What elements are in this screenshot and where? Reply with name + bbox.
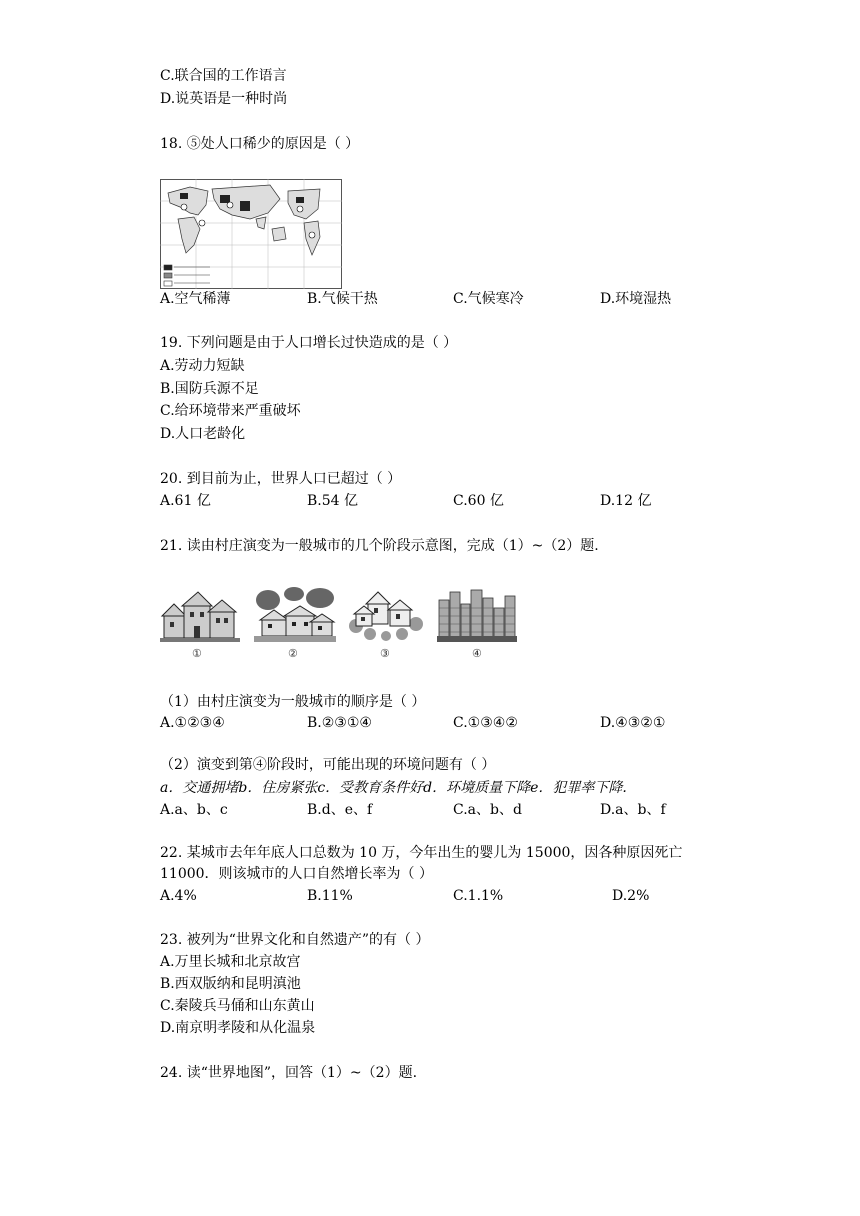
q21-sub1-option-a: A.①②③④	[160, 715, 225, 731]
q20-option-b: B.54 亿	[307, 493, 359, 509]
q21-stem: 21. 读由村庄演变为一般城市的几个阶段示意图，完成（1）~（2）题.	[160, 538, 599, 554]
q21-sub2-stem: （2）演变到第④阶段时，可能出现的环境问题有（ ）	[160, 757, 496, 773]
item-e: e．犯罪率下降.	[530, 780, 627, 796]
q21-sub1-option-c: C.①③④②	[453, 715, 518, 731]
stage-4-caption: ④	[472, 647, 482, 660]
q21-sub1-stem: （1）由村庄演变为一般城市的顺序是（ ）	[160, 694, 426, 710]
q21-sub2-option-c: C.a、b、d	[453, 802, 522, 818]
q23-stem: 23. 被列为“世界文化和自然遗产”的有（ ）	[160, 932, 430, 948]
q20-option-d: D.12 亿	[600, 493, 652, 509]
town-stage-3-image	[348, 586, 424, 642]
q20-option-a: A.61 亿	[160, 493, 211, 509]
q21-sub1-option-b: B.②③①④	[307, 715, 372, 731]
stage-2-caption: ②	[288, 647, 298, 660]
q18-stem: 18. ⑤处人口稀少的原因是（ ）	[160, 136, 360, 152]
q19-option-d: D.人口老龄化	[160, 426, 246, 442]
q22-option-c: C.1.1%	[453, 888, 504, 904]
item-c: c．受教育条件好	[317, 780, 424, 796]
town-stage-2-image	[254, 586, 336, 642]
q18-option-d: D.环境湿热	[600, 291, 672, 307]
q18-option-a: A.空气稀薄	[160, 291, 231, 307]
stage-3-caption: ③	[380, 647, 390, 660]
q19-option-c: C.给环境带来严重破坏	[160, 403, 301, 419]
q23-option-a: A.万里长城和北京故宫	[160, 954, 301, 970]
q23-option-d: D.南京明孝陵和从化温泉	[160, 1020, 316, 1036]
q22-option-a: A.4%	[160, 888, 197, 904]
q22-option-d: D.2%	[612, 888, 650, 904]
q19-stem: 19. 下列问题是由于人口增长过快造成的是（ ）	[160, 335, 458, 351]
q18-option-b: B.气候干热	[307, 291, 378, 307]
village-stage-1-image	[160, 586, 240, 642]
q21-sub1-option-d: D.④③②①	[600, 715, 666, 731]
q21-sub2-option-a: A.a、b、c	[160, 802, 228, 818]
q24-stem: 24. 读“世界地图”，回答（1）~（2）题.	[160, 1065, 418, 1081]
q18-option-c: C.气候寒冷	[453, 291, 524, 307]
q22-stem-line-1: 22. 某城市去年年底人口总数为 10 万，今年出生的婴儿为 15000，因各种原因死亡	[160, 845, 683, 861]
world-population-map-figure	[160, 179, 342, 289]
q17-option-c: C.联合国的工作语言	[160, 68, 287, 84]
q21-sub2-items	[160, 778, 627, 798]
q17-option-d: D.说英语是一种时尚	[160, 91, 288, 107]
q23-option-c: C.秦陵兵马俑和山东黄山	[160, 998, 315, 1014]
item-a: a．交通拥堵	[160, 780, 239, 796]
q20-option-c: C.60 亿	[453, 493, 504, 509]
q22-option-b: B.11%	[307, 888, 353, 904]
item-b: b．住房紧张	[238, 780, 318, 796]
q19-option-b: B.国防兵源不足	[160, 381, 259, 397]
q20-stem: 20. 到目前为止，世界人口已超过（ ）	[160, 471, 402, 487]
q21-sub2-option-b: B.d、e、f	[307, 802, 373, 818]
city-stage-4-image	[437, 586, 517, 642]
stage-1-caption: ①	[192, 647, 202, 660]
q21-sub2-option-d: D.a、b、f	[600, 802, 666, 818]
item-d: d．环境质量下降	[423, 780, 531, 796]
q19-option-a: A.劳动力短缺	[160, 358, 245, 374]
q23-option-b: B.西双版纳和昆明滇池	[160, 976, 301, 992]
q22-stem-line-2: 11000．则该城市的人口自然增长率为（ ）	[160, 866, 433, 882]
